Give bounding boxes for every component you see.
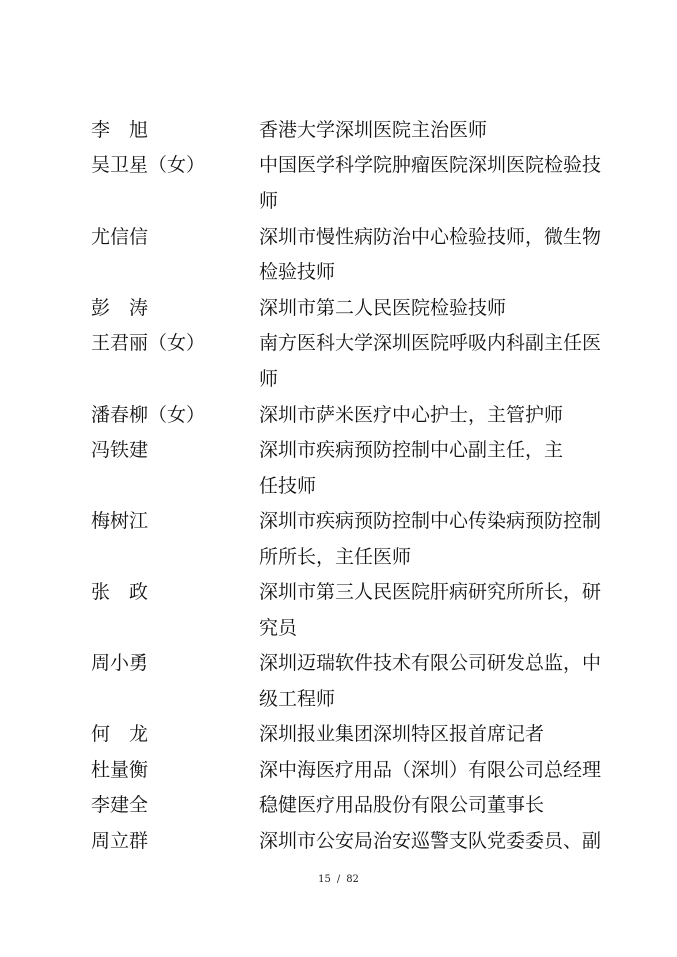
member-description: 深圳市第二人民医院检验技师 bbox=[259, 297, 507, 319]
member-description: 深圳市疾病预防控制中心副主任，主 bbox=[259, 439, 564, 461]
member-name: 李建全 bbox=[91, 794, 149, 816]
member-name: 尤信信 bbox=[91, 226, 149, 248]
current-page-number: 15 bbox=[318, 874, 331, 885]
member-description: 南方医科大学深圳医院呼吸内科副主任医 bbox=[259, 332, 602, 354]
member-description: 深圳市萨米医疗中心护士，主管护师 bbox=[259, 404, 564, 426]
member-description: 深圳市公安局治安巡警支队党委委员、副 bbox=[259, 830, 602, 852]
member-name: 吴卫星（女） bbox=[91, 154, 206, 176]
member-description-continued: 任技师 bbox=[259, 475, 317, 497]
member-name: 何 龙 bbox=[91, 723, 149, 745]
member-description-continued: 究员 bbox=[259, 617, 298, 639]
member-description: 深中海医疗用品（深圳）有限公司总经理 bbox=[259, 759, 602, 781]
member-description: 深圳市第三人民医院肝病研究所所长，研 bbox=[259, 581, 602, 603]
member-description-continued: 级工程师 bbox=[259, 688, 336, 710]
member-name: 彭 涛 bbox=[91, 297, 149, 319]
member-description-continued: 检验技师 bbox=[259, 261, 336, 283]
member-description-continued: 师 bbox=[259, 368, 279, 390]
member-name: 潘春柳（女） bbox=[91, 404, 206, 426]
total-pages-number: 82 bbox=[346, 874, 359, 885]
member-description: 深圳报业集团深圳特区报首席记者 bbox=[259, 723, 545, 745]
page-separator: / bbox=[336, 874, 341, 885]
member-name: 张 政 bbox=[91, 581, 149, 603]
member-description: 深圳迈瑞软件技术有限公司研发总监，中 bbox=[259, 652, 602, 674]
member-name: 李 旭 bbox=[91, 119, 149, 141]
member-description: 中国医学科学院肿瘤医院深圳医院检验技 bbox=[259, 154, 602, 176]
member-description-continued: 师 bbox=[259, 190, 279, 212]
member-description: 深圳市慢性病防治中心检验技师，微生物 bbox=[259, 226, 602, 248]
member-description: 深圳市疾病预防控制中心传染病预防控制 bbox=[259, 510, 602, 532]
member-name: 周立群 bbox=[91, 830, 149, 852]
page-number-footer bbox=[0, 873, 677, 887]
member-name: 王君丽（女） bbox=[91, 332, 206, 354]
member-description: 香港大学深圳医院主治医师 bbox=[259, 119, 488, 141]
member-description: 稳健医疗用品股份有限公司董事长 bbox=[259, 794, 545, 816]
member-name: 梅树江 bbox=[91, 510, 149, 532]
member-name: 冯铁建 bbox=[91, 439, 149, 461]
member-name: 杜量衡 bbox=[91, 759, 149, 781]
member-name: 周小勇 bbox=[91, 652, 149, 674]
member-description-continued: 所所长，主任医师 bbox=[259, 546, 412, 568]
